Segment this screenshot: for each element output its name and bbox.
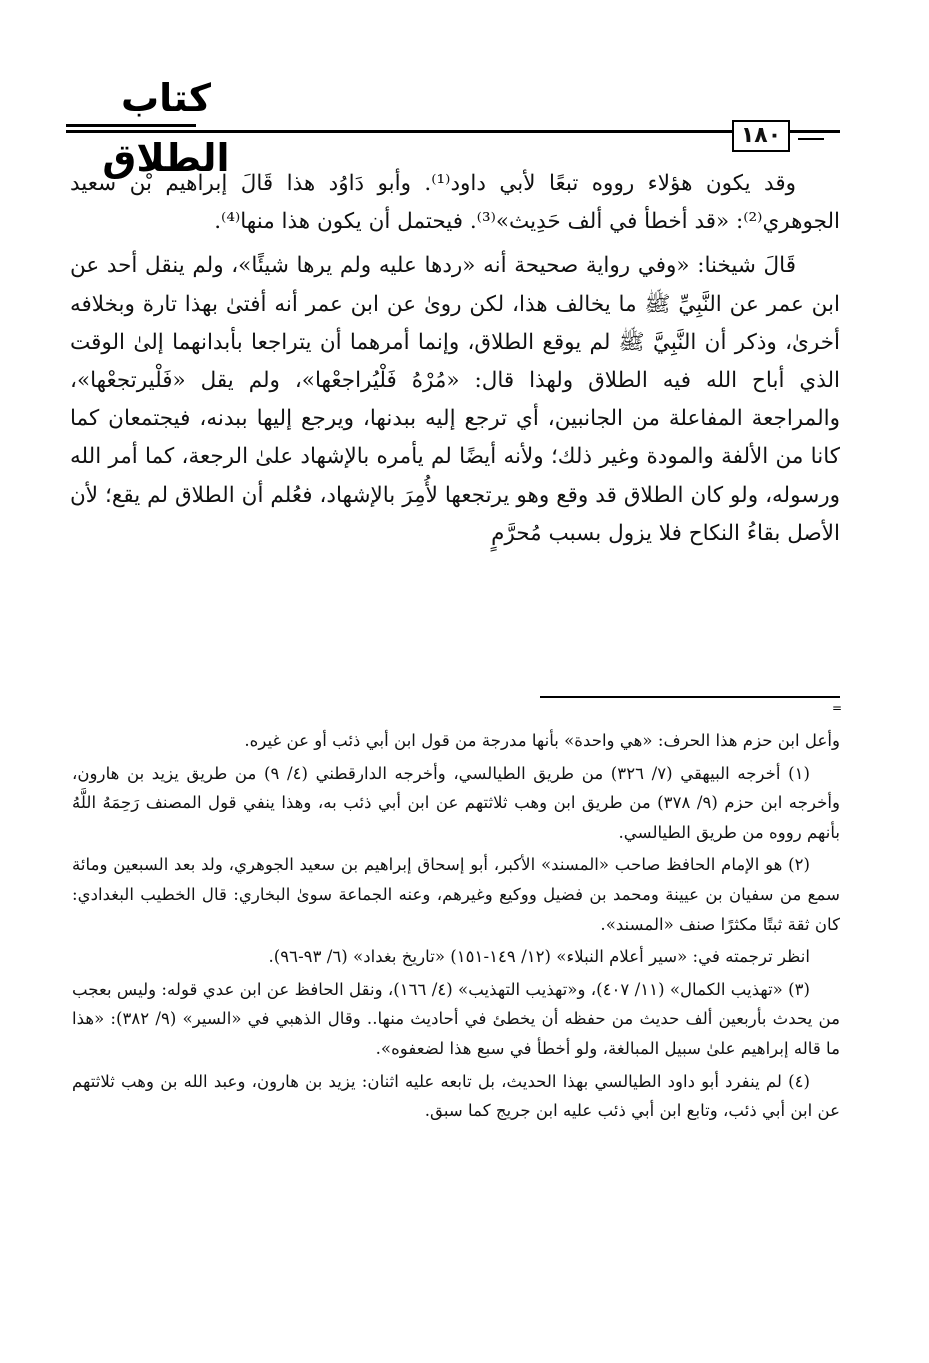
footnote-3: (٣) «تهذيب الكمال» (١١/ ٤٠٧)، و«تهذيب التهذيب» (٤/ ١٦٦)، ونقل الحافظ عن ابن عدي قوله: وليس بعجب من يحدث بأربعين ألف حديث من حفظه أن يخطئ في أحاديث منها.. وقال الذهبي في «السير» (٩/ ٣٨٢): «هذا ما قاله إبراهيم علىٰ سبيل المبالغة، ولو أخطأ في سبع هذا لضعفوه». [72,979,841,1058]
footnote-2-reference: انظر ترجمته في: «سير أعلام النبلاء» (١٢/ ١٤٩-١٥١) «تاريخ بغداد» (٦/ ٩٣-٩٦). [268,947,810,967]
main-paragraph-1: وقد يكون هؤلاء رووه تبعًا لأبي داود⁽¹⁾. وأبو دَاوُد هذا قَالَ إبراهيم بْن سعيد الجوهري⁽²⁾: «قد أخطأ في ألف حَدِيث»⁽³⁾. فيحتمل أن يكون هذا منها⁽⁴⁾. [70,171,840,235]
footnote-continuation-mark: = [831,701,842,715]
footnotes [72,726,840,1129]
header-rule-right-secondary [798,138,824,140]
footnote-1: (١) أخرجه البيهقي (٧/ ٣٢٦) من طريق الطيالسي، وأخرجه الدارقطني (٤/ ٩) من طريق يزيد بن هارون، وأخرجه ابن حزم (٩/ ٣٧٨) من طريق ابن وهب ثلاثتهم عن ابن أبي ذئب به، وهذا ينفي قول المصنف رَحِمَهُ اللَّهُ بأنهم رووه من طريق الطيالسي. [72,763,840,842]
header-rule [66,130,732,133]
main-text [70,165,840,559]
footnote-2: (٢) هو الإمام الحافظ صاحب «المسند» الأكبر، أبو إسحاق إبراهيم بن سعيد الجوهري، ولد بعد السبعين ومائة سمع من سفيان بن عيينة ومحمد بن فضيل ووكيع وغيرهم، وعنه الجماعة سوىٰ البخاري: قال الخطيب البغدادي: كان ثقة ثبتًا مكثرًا صنف «المسند». [72,855,840,934]
footnote-4: (٤) لم ينفرد أبو داود الطيالسي بهذا الحديث، بل تابعه عليه اثنان: يزيد بن هارون، وعبد الله بن وهب ثلاثتهم عن ابن أبي ذئب، وتابع ابن أبي ذئب عليه ابن جريج كما سبق. [72,1071,840,1121]
main-paragraph-2: قَالَ شيخنا: «وفي رواية صحيحة أنه «ردها عليه ولم يرها شيئًا»، ولم ينقل أحد عن ابن عمر عن النَّبِيِّ ﷺ ما يخالف هذا، لكن روىٰ عن ابن عمر أنه أفتىٰ بهذا تارة وبخلافه أخرىٰ، وذكر أن النَّبِيَّ ﷺ لم يوقع الطلاق، وإنما أمرهما أن يتراجعا بأبدانهما إلىٰ الوقت الذي أباح الله فيه الطلاق ولهذا قال: «مُرْهُ فَلْيُراجعْها»، ولم يقل «فَلْيرتجعْها»، والمراجعة المفاعلة من الجانبين، أي ترجع إليه ببدنها، ويرجع إليها ببدنه، فيجتمعان كما كانا من الألفة والمودة وغير ذلك؛ ولأنه أيضًا لم يأمره بالإشهاد علىٰ الرجعة، كما أمر الله ورسوله، ولو كان الطلاق قد وقع وهو يرتجعها لأُمِرَ بالإشهاد، فعُلم أن الطلاق لم يقع؛ لأن الأصل بقاءُ النكاح فلا يزول بسبب مُحرَّمٍ [70,253,840,546]
page-number: ١٨٠ [732,120,790,152]
header-title-underline [66,124,196,127]
footnote-separator [540,696,840,698]
header-rule-right [790,130,840,133]
book-title-header: كتاب الطلاق [102,76,230,180]
footnote-continued: وأعل ابن حزم هذا الحرف: «هي واحدة» بأنها مدرجة من قول ابن أبي ذئب أو عن غيره. [244,731,840,750]
